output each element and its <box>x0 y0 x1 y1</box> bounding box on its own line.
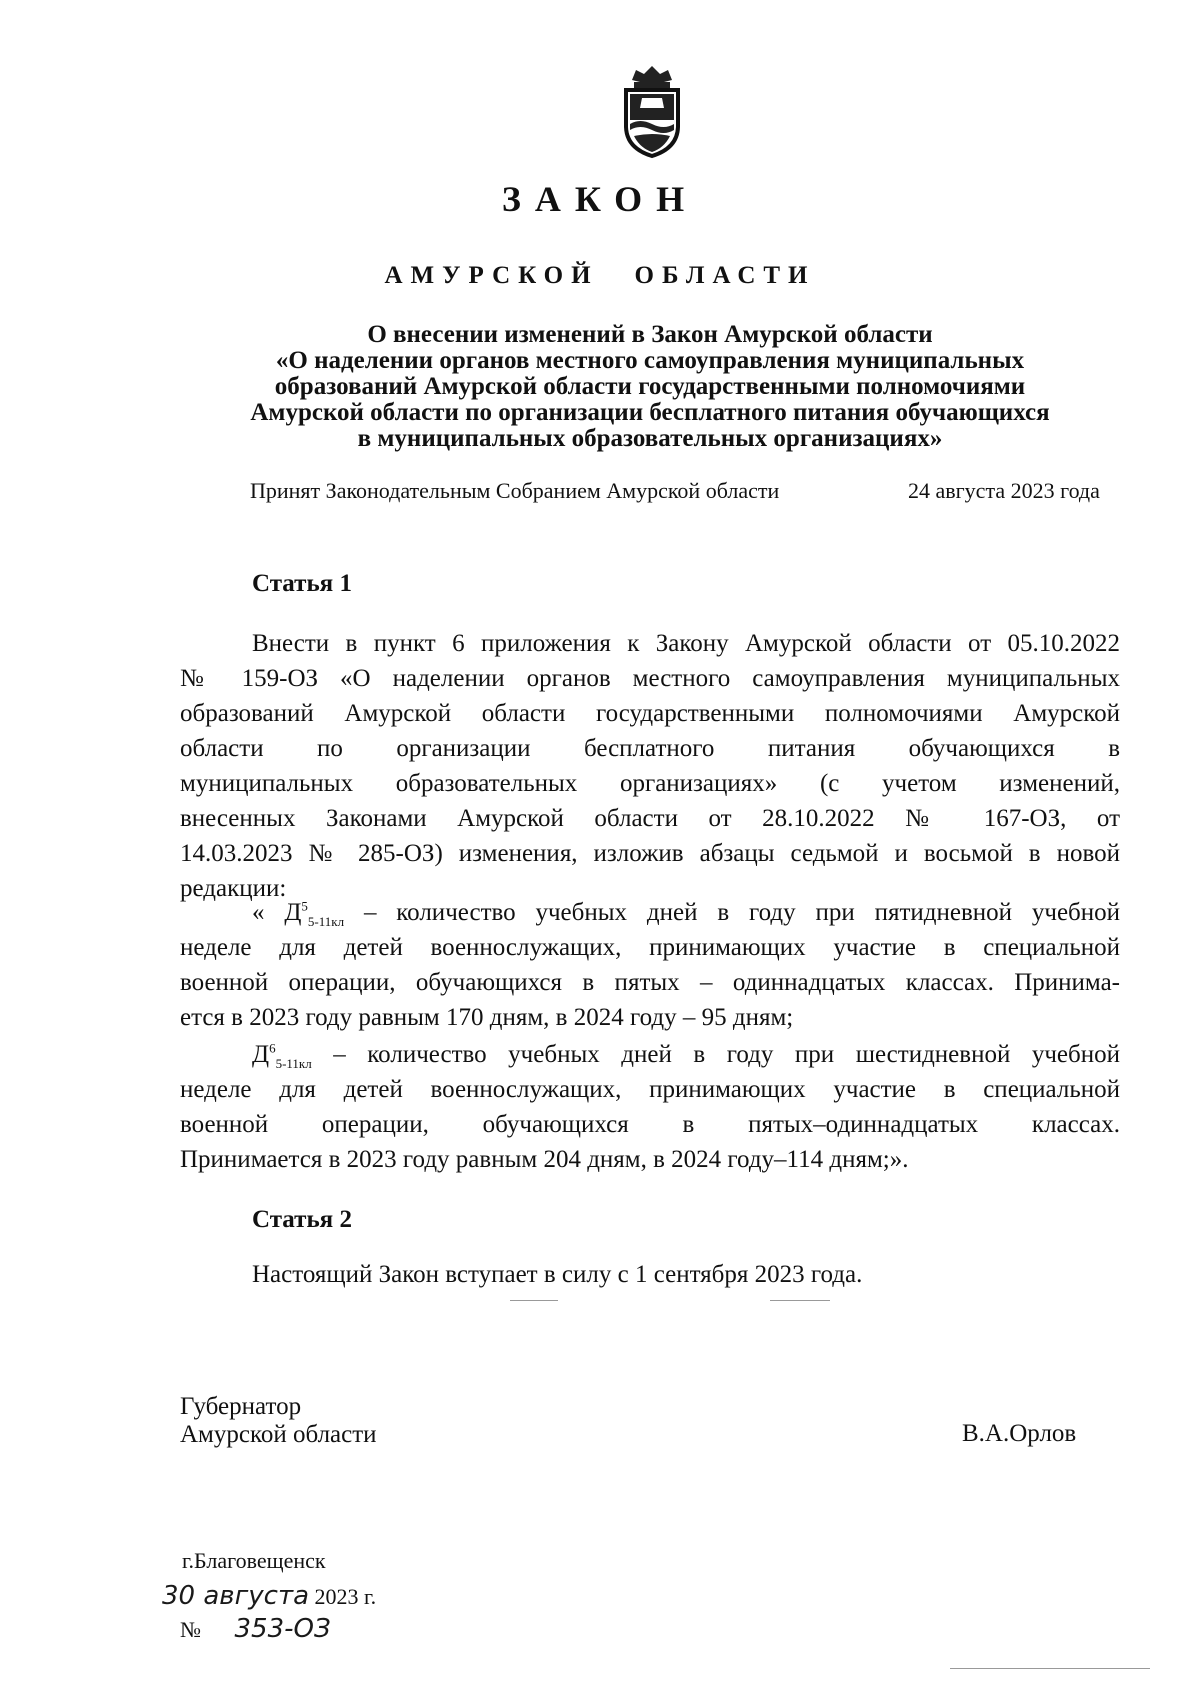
formula-superscript: 5 <box>301 898 308 914</box>
paragraph-line: муниципальных образовательных организациях» (с учетом изменений, <box>180 770 1120 797</box>
formula-symbol: $Д^5_{5-11кл}$ <box>284 898 345 929</box>
formula-subscript: 5-11кл <box>307 914 345 929</box>
subtitle-line: в муниципальных образовательных организациях» <box>357 425 943 452</box>
open-quote: « <box>252 899 265 926</box>
article-1-heading: Статья 1 <box>252 570 352 597</box>
governor-name: В.А.Орлов <box>962 1420 1077 1447</box>
document-type-title: ЗАКОН <box>501 179 699 219</box>
signing-place: г.Благовещенск <box>182 1548 326 1573</box>
subtitle-line: образований Амурской области государственными полномочиями <box>274 373 1026 400</box>
adoption-date: 24 августа 2023 года <box>908 478 1100 503</box>
article-1-body <box>180 626 1120 906</box>
signing-date <box>162 1581 376 1611</box>
paragraph-line: 14.03.2023 № 285-ОЗ) изменения, изложив абзацы седьмой и восьмой в новой <box>180 840 1120 867</box>
paragraph-line: образований Амурской области государственными полномочиями Амурской <box>180 700 1120 727</box>
signing-year: 2023 г. <box>314 1584 377 1609</box>
paragraph-line: редакции: <box>180 875 287 902</box>
paragraph-line: области по организации бесплатного питания обучающихся в <box>180 735 1120 762</box>
article-2-heading: Статья 2 <box>252 1206 352 1233</box>
scan-artifact-line <box>950 1668 1150 1669</box>
handwritten-number: 353-ОЗ <box>234 1614 331 1644</box>
paragraph-line: неделе для детей военнослужащих, принимающих участие в специальной <box>180 934 1120 961</box>
subtitle-line: Амурской области по организации бесплатного питания обучающихся <box>250 399 1050 426</box>
law-number <box>180 1614 331 1644</box>
subtitle-line: О внесении изменений в Закон Амурской области <box>367 321 933 348</box>
region-title <box>0 262 1200 290</box>
definition-text: – количество учебных дней в году при шестидневной учебной <box>333 1041 1121 1068</box>
paragraph-line: ется в 2023 году равным 170 дням, в 2024 году – 95 дням; <box>180 1004 794 1031</box>
scan-artifact-line <box>770 1300 830 1301</box>
formula-superscript: 6 <box>269 1040 276 1056</box>
formula-symbol: $Д^6_{5-11кл}$ <box>252 1040 312 1071</box>
definition-text: – количество учебных дней в году при пятидневной учебной <box>363 899 1121 926</box>
definition-first-line <box>180 1037 1120 1072</box>
region-title-word-2: ОБЛАСТИ <box>634 262 816 289</box>
definition-six-day <box>180 1037 1120 1177</box>
region-title-word-1: АМУРСКОЙ <box>384 262 599 289</box>
paragraph-line: военной операции, обучающихся в пятых – одиннадцатых классах. Принима- <box>180 969 1120 996</box>
article-2-body: Настоящий Закон вступает в силу с 1 сентября 2023 года. <box>252 1261 863 1288</box>
adoption-statement: Принят Законодательным Собранием Амурской области <box>250 478 780 503</box>
amur-oblast-coat-of-arms-icon <box>612 62 692 162</box>
paragraph-line: № 159-ОЗ «О наделении органов местного самоуправления муниципальных <box>180 665 1120 692</box>
scan-artifact-line <box>510 1300 558 1301</box>
number-label: № <box>180 1617 201 1642</box>
governor-title-line: Губернатор <box>180 1393 302 1420</box>
paragraph-line: Принимается в 2023 году равным 204 дням, в 2024 году–114 дням;». <box>180 1146 909 1173</box>
governor-title-line: Амурской области <box>180 1421 377 1448</box>
paragraph-line: неделе для детей военнослужащих, принимающих участие в специальной <box>180 1076 1120 1103</box>
definition-first-line <box>180 895 1120 930</box>
paragraph-line: внесенных Законами Амурской области от 28.10.2022 № 167-ОЗ, от <box>180 805 1120 832</box>
paragraph-line: Внести в пункт 6 приложения к Закону Амурской области от 05.10.2022 <box>252 630 1120 657</box>
governor-title <box>180 1393 377 1449</box>
formula-subscript: 5-11кл <box>275 1056 312 1071</box>
subtitle-line: «О наделении органов местного самоуправления муниципальных <box>275 347 1025 374</box>
paragraph-line: военной операции, обучающихся в пятых–одиннадцатых классах. <box>180 1111 1120 1138</box>
definition-five-day <box>180 895 1120 1035</box>
handwritten-date: 30 августа <box>162 1581 310 1611</box>
law-subtitle <box>190 322 1110 452</box>
